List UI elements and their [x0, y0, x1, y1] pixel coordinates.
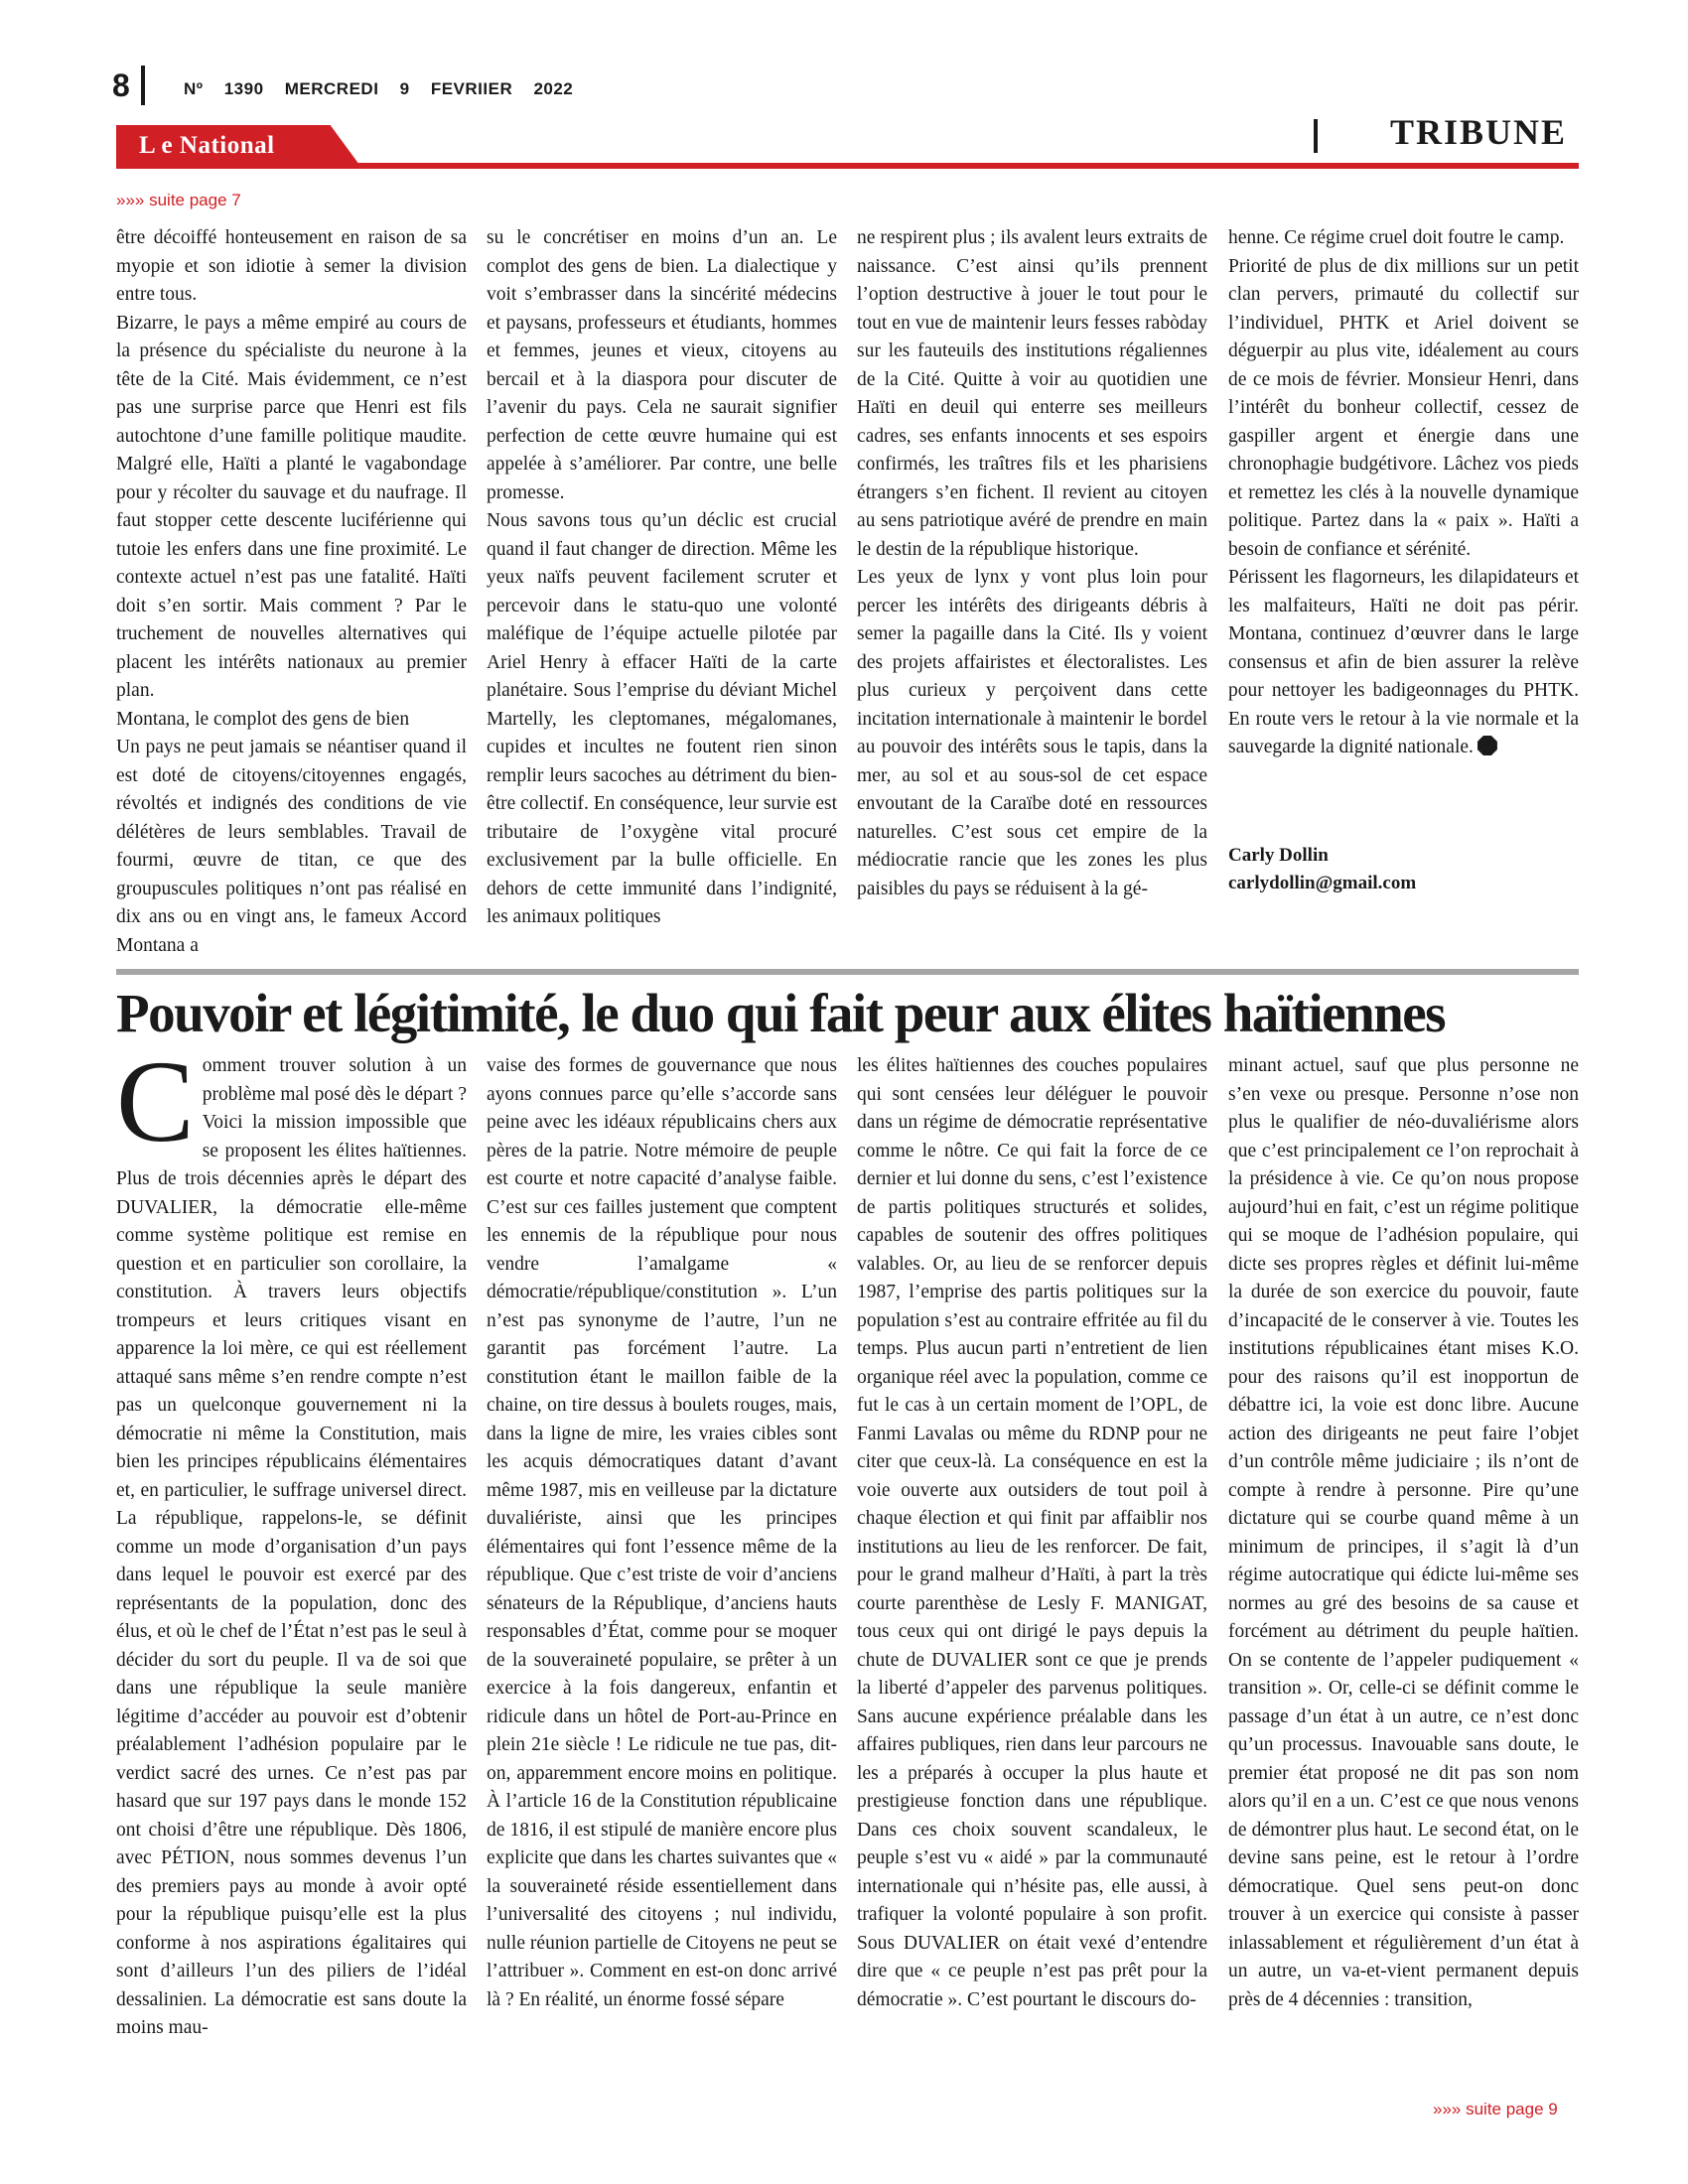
- column-text: être décoiffé honteusement en raison de sa myopie et son idiotie à semer la division entre tous. Bizarre, le pays a même empiré au cours de la présence du spécialiste du neurone à la tête de la Cité. Mais évidemment, ce n’est pas une surprise parce que Henri est fils autochtone d’une famille politique maudite. Malgré elle, Haïti a planté le vagabondage pour y récolter du sauvage et du naufrage. Il faut stopper cette descente luciférienne qui tutoie les enfers dans une fine proximité. Le contexte actuel n’est pas une fatalité. Haïti doit s’en sortir. Mais comment ? Par le truchement de nouvelles alternatives qui placent les intérêts nationaux au premier plan. Montana, le complot des gens de bien Un pays ne peut jamais se néantiser quand il est doté de citoyens/citoyennes engagés, révoltés et indignés des conditions de vie délétères de leurs semblables. Travail de fourmi, œuvre de titan, ce que des groupuscules politiques n’ont pas réalisé en dix ans ou en vingt ans, le fameux Accord Montana a: [116, 227, 467, 956]
- continued-from-link[interactable]: »»» suite page 7: [116, 191, 241, 209]
- column-text-body: omment trouver solution à un problème mal posé dès le départ ? Voici la mission impossible que se proposent les élites haïtiennes. Plus de trois décennies après le départ des DUVALIER, la démocratie elle-même comme système politique est remise en question et en particulier son corollaire, la constitution. À travers leurs objectifs trompeurs et leurs critiques visant en apparence la loi mère, ce qui est réellement attaqué sans même s’en rendre compte n’est pas un quelconque gouvernement ni la démocratie ni même la Constitution, mais bien les principes républicains élémentaires et, en particulier, le suffrage universel direct. La république, rappelons-le, se définit comme un mode d’organisation d’un pays dans lequel le pouvoir est exercé par des représentants de la population, donc des élus, et où le chef de l’État n’est pas le seul à décider du sort du peuple. Il va de soi que dans une république la seule manière légitime d’accéder au pouvoir est d’obtenir préalablement l’adhésion populaire par le verdict sacré des urnes. Ce n’est pas par hasard que sur 197 pays dans le monde 152 ont choisi d’être une république. Dès 1806, avec PÉTION, nous sommes devenus l’un des premiers pays au monde à avoir opté pour la république puisqu’elle est la plus conforme à nos aspirations égalitaires qui sont d’ailleurs l’un des piliers de l’idéal dessalinien. La démocratie est sans doute la moins mau-: [116, 1055, 467, 2038]
- main-article-column-1: [116, 1036, 467, 2043]
- continued-on-link[interactable]: »»» suite page 9: [1433, 2100, 1558, 2118]
- issue-date-line: Nº 1390 MERCREDI 9 FEVRIIER 2022: [184, 79, 574, 98]
- header-rule: [116, 163, 1579, 169]
- end-of-article-icon: [1477, 736, 1497, 755]
- column-text: ne respirent plus ; ils avalent leurs extraits de naissance. C’est ainsi qu’ils prennent l’option destructive à jouer le tout pour le tout en vue de maintenir leurs fesses rabòday sur les fauteuils des institutions régaliennes de la Cité. Quitte à voir au quotidien une Haïti en deuil qui enterre ses meilleurs cadres, ses enfants innocents et ses espoirs confirmés, les traîtres fils et les pharisiens étrangers s’en fichent. Il revient au citoyen au sens patriotique avéré de prendre en main le destin de la république historique. Les yeux de lynx y vont plus loin pour percer les intérêts des dirigeants débris à semer la pagaille dans la Cité. Ils y voient des projets affairistes et électoralistes. Les plus curieux y perçoivent dans cette incitation internationale à maintenir le bordel au pouvoir des intérêts sous le tapis, dans la mer, au sol et au sous-sol de cet espace envoutant de la Caraïbe doté en ressources naturelles. C’est sous cet empire de la médiocratie rancie que les zones les plus paisibles du pays se réduisent à la gé-: [857, 227, 1207, 899]
- top-article-column-4: [1228, 224, 1579, 762]
- column-text-body: henne. Ce régime cruel doit foutre le camp. Priorité de plus de dix millions sur un petit clan pervers, primauté du collectif sur l’individuel, PHTK et Ariel doivent se déguerpir au plus vite, idéalement au cours de ce mois de février. Monsieur Henri, dans l’intérêt du bonheur collectif, cessez de gaspiller argent et énergie dans une chronophagie budgétivore. Lâchez vos pieds et remettez les clés à la nouvelle dynamique politique. Partez dans la « paix ». Haïti a besoin de confiance et sérénité. Périssent les flagorneurs, les dilapidateurs et les malfaiteurs, Haïti ne doit pas périr. Montana, continuez d’œuvrer dans le large consensus et afin de bien assurer la relève pour nettoyer les badigeonnages du PHTK. En route vers le retour à la vie normale et la sauvegarde la dignité nationale.: [1228, 227, 1579, 757]
- page-number: 8: [112, 68, 130, 103]
- author-email[interactable]: carlydollin@gmail.com: [1228, 873, 1417, 893]
- top-article-column-1: [116, 224, 467, 960]
- top-article-column-3: [857, 224, 1207, 903]
- author-name: Carly Dollin: [1228, 845, 1329, 866]
- column-text: [116, 1036, 467, 2043]
- author-block: [1228, 842, 1416, 897]
- section-title: TRIBUNE: [1390, 112, 1568, 152]
- column-text: les élites haïtiennes des couches populaires qui sont censées leur déléguer le pouvoir dans un régime de démocratie représentative comme le nôtre. Ce qui fait la force de ce dernier et lui donne du sens, c’est l’existence de partis politiques structurés et solides, capables de soutenir des offres politiques valables. Or, au lieu de se renforcer depuis 1987, l’emprise des partis politiques sur la population s’est au contraire effritée au fil du temps. Plus aucun parti n’entretient de lien organique réel avec la population, comme ce fut le cas à un certain moment de l’OPL, de Fanmi Lavalas ou même du RDNP pour ne citer que ceux-là. La conséquence en est la voie ouverte aux outsiders de tout poil à chaque élection et qui finit par affaiblir nos institutions au lieu de les renforcer. De fait, pour le grand malheur d’Haïti, à part la très courte parenthèse de Lesly F. MANIGAT, tous ceux qui ont dirigé le pays depuis la chute de DUVALIER sont ce que je prends la liberté d’appeler des parvenus politiques. Sans aucune expérience préalable dans les affaires publiques, rien dans leur parcours ne les a préparés à occuper la plus haute et prestigieuse fonction dans une république. Dans ces choix souvent scandaleux, le peuple s’est vu « aidé » par la communauté internationale qui n’hésite pas, elle aussi, à trafiquer la volonté populaire à son profit. Sous DUVALIER on était vexé d’entendre dire que « ce peuple n’est pas prêt pour la démocratie ». C’est pourtant le discours do-: [857, 1055, 1207, 2010]
- main-article-column-2: [487, 1052, 837, 2014]
- article-separator: [116, 969, 1579, 975]
- column-text: su le concrétiser en moins d’un an. Le complot des gens de bien. La dialectique y voit s’embrasser dans la sincérité médecins et paysans, professeurs et étudiants, hommes et femmes, jeunes et vieux, citoyens au bercail et à la diaspora pour discuter de l’avenir du pays. Cela ne saurait signifier perfection de cette œuvre humaine qui est appelée à s’améliorer. Par contre, une belle promesse. Nous savons tous qu’un déclic est crucial quand il faut changer de direction. Même les yeux naïfs peuvent facilement scruter et percevoir dans le statu-quo une volonté maléfique de l’équipe actuelle pilotée par Ariel Henry à effacer Haïti de la carte planétaire. Sous l’emprise du déviant Michel Martelly, les cleptomanes, mégalomanes, cupides et incultes ne foutent rien sinon remplir leurs sacoches au détriment du bien-être collectif. En conséquence, leur survie est tributaire de l’oxygène vital procuré exclusivement par la bulle officielle. En dehors de cette immunité dans l’indignité, les animaux politiques: [487, 227, 838, 927]
- newspaper-name: L e National: [139, 132, 275, 159]
- column-text: [1228, 224, 1579, 762]
- page-number-divider: [141, 66, 145, 105]
- column-text: vaise des formes de gouvernance que nous ayons connues parce qu’elle s’accorde sans peine avec les idéaux républicains chers aux pères de la patrie. Notre mémoire de peuple est courte et notre capacité d’analyse faible. C’est sur ces failles justement que comptent les ennemis de la république pour nous vendre l’amalgame « démocratie/république/constitution ». L’un n’est pas synonyme de l’autre, l’un ne garantit pas forcément l’autre. La constitution étant le maillon faible de la chaine, on tire dessus à boulets rouges, mais, dans la ligne de mire, les vraies cibles sont les acquis démocratiques datant d’avant même 1987, mis en veilleuse par la dictature duvaliériste, ainsi que les principes élémentaires qui font l’essence même de la république. Que c’est triste de voir d’anciens sénateurs de la République, d’anciens hauts responsables d’État, comme pour se moquer de la souveraineté populaire, se prêter à un exercice à la fois dangereux, enfantin et ridicule dans un hôtel de Port-au-Prince en plein 21e siècle ! Le ridicule ne tue pas, dit-on, apparemment encore moins en politique. À l’article 16 de la Constitution républicaine de 1816, il est stipulé de manière encore plus explicite que dans les chartes suivantes que « la souveraineté réside essentiellement dans l’universalité des citoyens ; nul individu, nulle réunion partielle de Citoyens ne peut se l’attribuer ». Comment en est-on donc arrivé là ? En réalité, un énorme fossé sépare: [487, 1055, 837, 2010]
- headline: Pouvoir et légitimité, le duo qui fait peur aux élites haïtiennes: [116, 983, 1446, 1043]
- column-text: minant actuel, sauf que plus personne ne s’en vexe ou presque. Personne n’ose non plus le qualifier de néo-duvaliérisme alors que c’est principalement ce l’on reprochait à la présidence à vie. Ce qu’on nous propose aujourd’hui en fait, c’est un régime politique qui se moque de l’adhésion populaire, qui dicte ses propres règles et définit lui-même la durée de son exercice du pouvoir, faute d’incapacité de le conserver à vie. Toutes les institutions républicaines étant mises K.O. pour des raisons qu’il est inopportun de débattre ici, la voie est donc libre. Aucune action des dirigeants ne peut faire l’objet d’un contrôle même judiciaire ; ils n’ont de compte à rendre à personne. Pire qu’une dictature qui se courbe quand même à un minimum de principes, il s’agit là d’un régime autocratique qui édicte lui-même ses normes au gré des besoins de sa cause et forcément au détriment du peuple haïtien. On se contente de l’appeler pudiquement « transition ». Or, celle-ci se définit comme le passage d’un état à un autre, ce n’est donc qu’un processus. Inavouable sans doute, le premier état proposé ne dit pas son nom alors qu’il en a un. C’est ce que nous venons de démontrer plus haut. Le second état, on le devine sans peine, est le retour à l’ordre démocratique. Quel sens peut-on donc trouver à un exercice qui consiste à passer inlassablement et régulièrement d’un état à un autre, un va-et-vient permanent depuis près de 4 décennies : transition,: [1228, 1055, 1579, 2010]
- main-article-column-4: [1228, 1052, 1579, 2014]
- top-article-column-2: [487, 224, 837, 932]
- drop-cap: C: [116, 1036, 195, 1166]
- section-divider: [1314, 119, 1318, 153]
- main-article-column-3: [857, 1052, 1207, 2014]
